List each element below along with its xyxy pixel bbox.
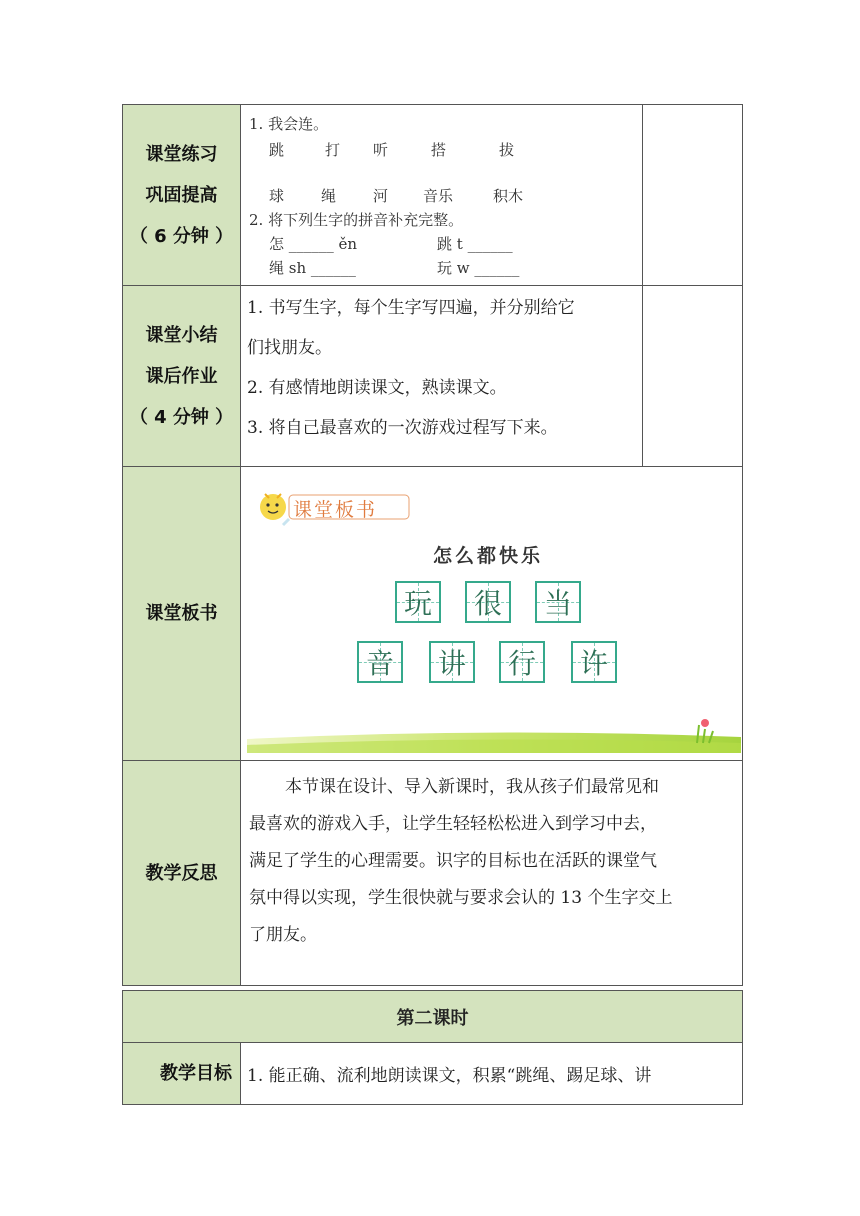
goal-label-text: 教学目标 bbox=[160, 1063, 232, 1084]
grass-decoration bbox=[247, 711, 741, 753]
q2-item: 怎 ______ ěn bbox=[269, 235, 358, 253]
summary-label-2: 课后作业 bbox=[145, 365, 218, 387]
q1-title: 1. 我会连。 bbox=[249, 115, 329, 133]
board-picture bbox=[241, 467, 743, 761]
q1-word: 球 bbox=[269, 187, 285, 205]
banner-title: 课堂板书 bbox=[293, 499, 378, 521]
q2-item: 玩 w ______ bbox=[437, 259, 520, 277]
q1-word: 搭 bbox=[431, 141, 447, 159]
reflection-label bbox=[123, 761, 241, 986]
homework-line: 3. 将自己最喜欢的一次游戏过程写下来。 bbox=[247, 418, 558, 438]
board-char bbox=[535, 581, 581, 623]
practice-label-3: （ 6 分钟 ） bbox=[129, 225, 234, 247]
reflection-line: 本节课在设计、导入新课时，我从孩子们最常见和 bbox=[285, 777, 659, 797]
goal-text: 1. 能正确、流利地朗读课文，积累“跳绳、踢足球、讲 bbox=[241, 1043, 743, 1105]
q1-word: 绳 bbox=[321, 187, 337, 205]
board-char bbox=[357, 641, 403, 683]
board-char-text: 很 bbox=[473, 587, 502, 620]
reflection-label-text: 教学反思 bbox=[145, 862, 218, 884]
summary-label-3: （ 4 分钟 ） bbox=[129, 406, 234, 428]
q1-word: 拔 bbox=[499, 141, 515, 159]
reflection-line: 最喜欢的游戏入手，让学生轻轻松松进入到学习中去， bbox=[249, 814, 657, 834]
q2-item: 绳 sh ______ bbox=[269, 259, 356, 277]
practice-extra bbox=[643, 105, 743, 286]
q1-word: 跳 bbox=[269, 141, 285, 159]
practice-exercise bbox=[241, 105, 643, 286]
lesson-table bbox=[122, 104, 743, 986]
board-char bbox=[499, 641, 545, 683]
board-char-text: 音 bbox=[365, 647, 394, 680]
q1-word: 积木 bbox=[493, 187, 524, 205]
board-char-text: 讲 bbox=[437, 647, 466, 680]
q1-word: 河 bbox=[373, 187, 389, 205]
board-char-text: 当 bbox=[543, 587, 572, 620]
reflection-line: 了朋友。 bbox=[249, 925, 317, 945]
practice-label-1: 课堂练习 bbox=[145, 143, 218, 165]
summary-label bbox=[123, 286, 241, 467]
reflection-line: 满足了学生的心理需要。识字的目标也在活跃的课堂气 bbox=[249, 851, 657, 871]
q1-word: 打 bbox=[325, 141, 341, 159]
q1-word: 音乐 bbox=[423, 187, 454, 205]
board-char bbox=[465, 581, 511, 623]
practice-label-2: 巩固提高 bbox=[145, 184, 218, 206]
board-char bbox=[429, 641, 475, 683]
board-label-text: 课堂板书 bbox=[145, 603, 218, 624]
board-char-text: 许 bbox=[579, 647, 608, 680]
second-lesson-heading: 第二课时 bbox=[123, 991, 743, 1043]
q2-item: 跳 t ______ bbox=[437, 235, 513, 253]
homework-line: 们找朋友。 bbox=[247, 338, 332, 358]
board-label bbox=[123, 467, 241, 761]
homework bbox=[241, 286, 643, 467]
board-char-text: 行 bbox=[507, 647, 536, 680]
second-lesson-table bbox=[122, 990, 743, 1105]
homework-line: 2. 有感情地朗读课文，熟读课文。 bbox=[247, 378, 507, 398]
summary-extra bbox=[643, 286, 743, 467]
q2-title: 2. 将下列生字的拼音补充完整。 bbox=[249, 211, 464, 229]
board-char-text: 玩 bbox=[403, 587, 432, 620]
reflection-text bbox=[241, 761, 743, 986]
homework-line: 1. 书写生字，每个生字写四遍，并分别给它 bbox=[247, 298, 575, 318]
goal-label bbox=[123, 1043, 241, 1105]
board-char bbox=[571, 641, 617, 683]
q1-word: 听 bbox=[373, 141, 389, 159]
board-char bbox=[395, 581, 441, 623]
practice-label bbox=[123, 105, 241, 286]
summary-label-1: 课堂小结 bbox=[145, 324, 218, 346]
reflection-line: 氛中得以实现，学生很快就与要求会认的 13 个生字交上 bbox=[249, 888, 673, 908]
board-title: 怎么都快乐 bbox=[433, 545, 544, 567]
